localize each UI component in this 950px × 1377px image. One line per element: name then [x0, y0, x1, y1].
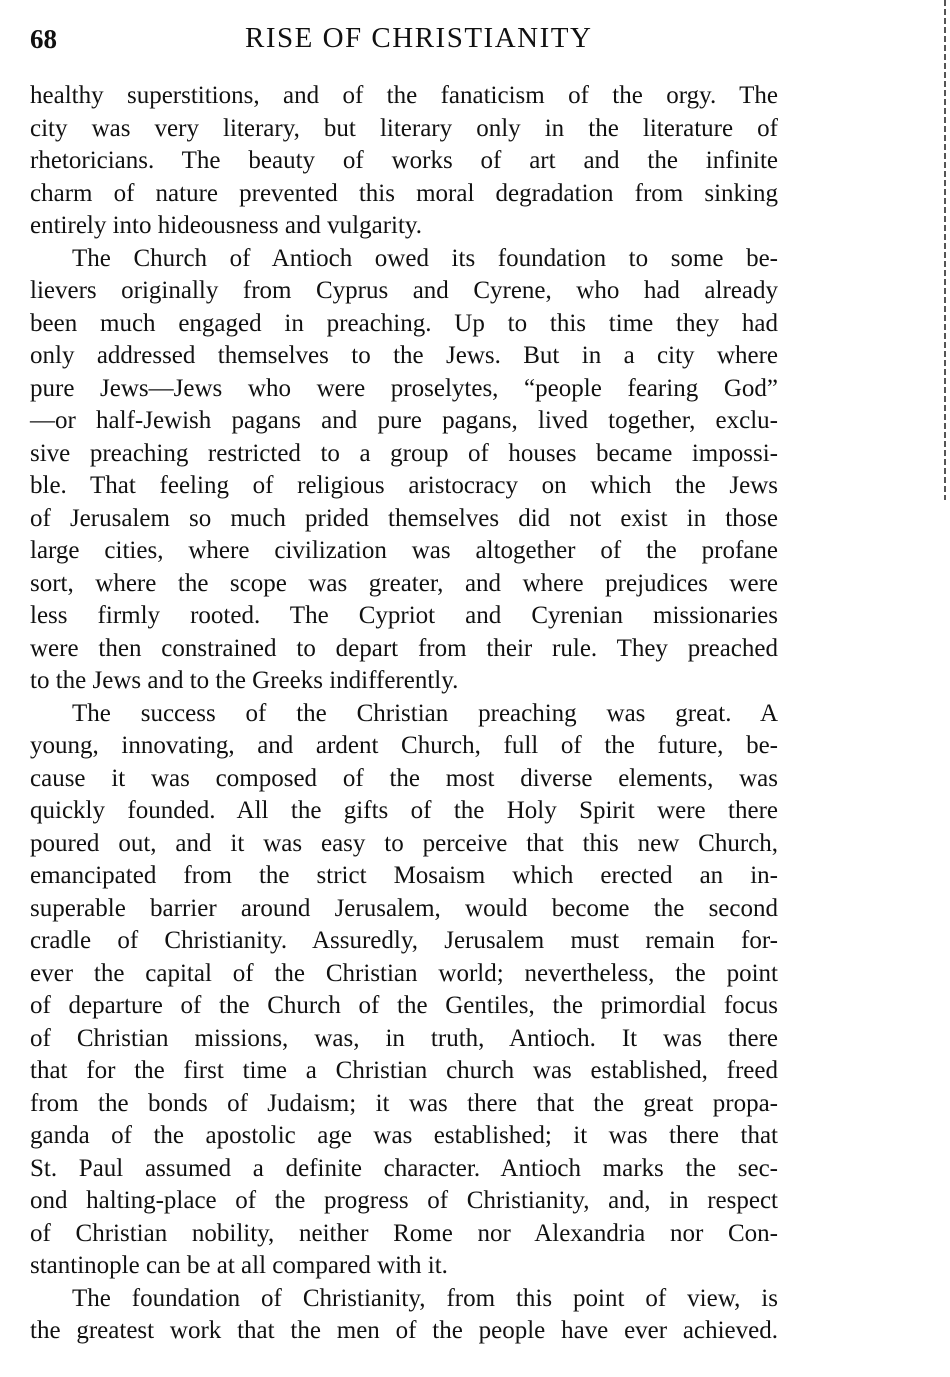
- text-line: quickly founded. All the gifts of the Holy Spirit were there: [30, 797, 778, 824]
- text-line: were then constrained to depart from their rule. They preached: [30, 634, 778, 662]
- text-line: St. Paul assumed a definite character. Antioch marks the sec-: [30, 1154, 778, 1182]
- paragraph: [30, 243, 778, 698]
- page-number: 68: [30, 24, 57, 54]
- text-line: of Christian missions, was, in truth, Antioch. It was there: [30, 1024, 778, 1052]
- text-line: of departure of the Church of the Gentiles, the primordial focus: [30, 992, 778, 1019]
- running-title: RISE OF CHRISTIANITY: [245, 22, 593, 54]
- text-line: lievers originally from Cyprus and Cyrene, who had already: [30, 277, 778, 304]
- text-line: emancipated from the strict Mosaism which erected an in-: [30, 862, 778, 889]
- text-line: to the Jews and to the Greeks indifferently.: [30, 667, 459, 694]
- text-line: ever the capital of the Christian world; nevertheless, the point: [30, 959, 778, 987]
- text-line: large cities, where civilization was altogether of the profane: [30, 537, 778, 564]
- text-line: sive preaching restricted to a group of houses became impossi-: [30, 439, 778, 467]
- text-line: The foundation of Christianity, from this point of view, is: [72, 1284, 778, 1312]
- text-line: ond halting-place of the progress of Christianity, and, in respect: [30, 1187, 778, 1214]
- text-line: of Jerusalem so much prided themselves did not exist in those: [30, 504, 778, 532]
- body-text: [30, 80, 778, 1348]
- page-edge-mark: [944, 0, 946, 500]
- text-line: The Church of Antioch owed its foundation to some be-: [72, 244, 778, 272]
- text-line: The success of the Christian preaching was great. A: [72, 699, 778, 727]
- text-line: charm of nature prevented this moral degradation from sinking: [30, 179, 778, 207]
- text-line: stantinople can be at all compared with it.: [30, 1252, 448, 1279]
- text-line: the greatest work that the men of the people have ever achieved.: [30, 1317, 778, 1344]
- text-line: ble. That feeling of religious aristocracy on which the Jews: [30, 472, 778, 499]
- text-line: young, innovating, and ardent Church, full of the future, be-: [30, 732, 778, 759]
- text-line: sort, where the scope was greater, and where prejudices were: [30, 569, 778, 597]
- text-line: superable barrier around Jerusalem, would become the second: [30, 894, 778, 922]
- text-line: less firmly rooted. The Cypriot and Cyrenian missionaries: [30, 602, 778, 629]
- paragraph: [30, 80, 778, 243]
- text-line: cradle of Christianity. Assuredly, Jerusalem must remain for-: [30, 927, 778, 954]
- paragraph: [30, 698, 778, 1283]
- text-line: ganda of the apostolic age was established; it was there that: [30, 1122, 778, 1149]
- text-line: pure Jews—Jews who were proselytes, “people fearing God”: [30, 374, 778, 402]
- paragraph: [30, 1283, 778, 1348]
- text-line: of Christian nobility, neither Rome nor Alexandria nor Con-: [30, 1219, 778, 1247]
- text-line: that for the first time a Christian church was established, freed: [30, 1057, 778, 1084]
- text-line: healthy superstitions, and of the fanaticism of the orgy. The: [30, 82, 778, 109]
- text-line: only addressed themselves to the Jews. But in a city where: [30, 342, 778, 369]
- text-line: city was very literary, but literary only in the literature of: [30, 114, 778, 142]
- text-line: poured out, and it was easy to perceive that this new Church,: [30, 829, 778, 857]
- text-line: —or half-Jewish pagans and pure pagans, lived together, exclu-: [30, 407, 778, 434]
- text-line: from the bonds of Judaism; it was there that the great propa-: [30, 1089, 778, 1117]
- text-line: entirely into hideousness and vulgarity.: [30, 212, 423, 239]
- text-line: been much engaged in preaching. Up to this time they had: [30, 309, 778, 337]
- text-line: rhetoricians. The beauty of works of art and the infinite: [30, 147, 778, 174]
- text-line: cause it was composed of the most diverse elements, was: [30, 764, 778, 792]
